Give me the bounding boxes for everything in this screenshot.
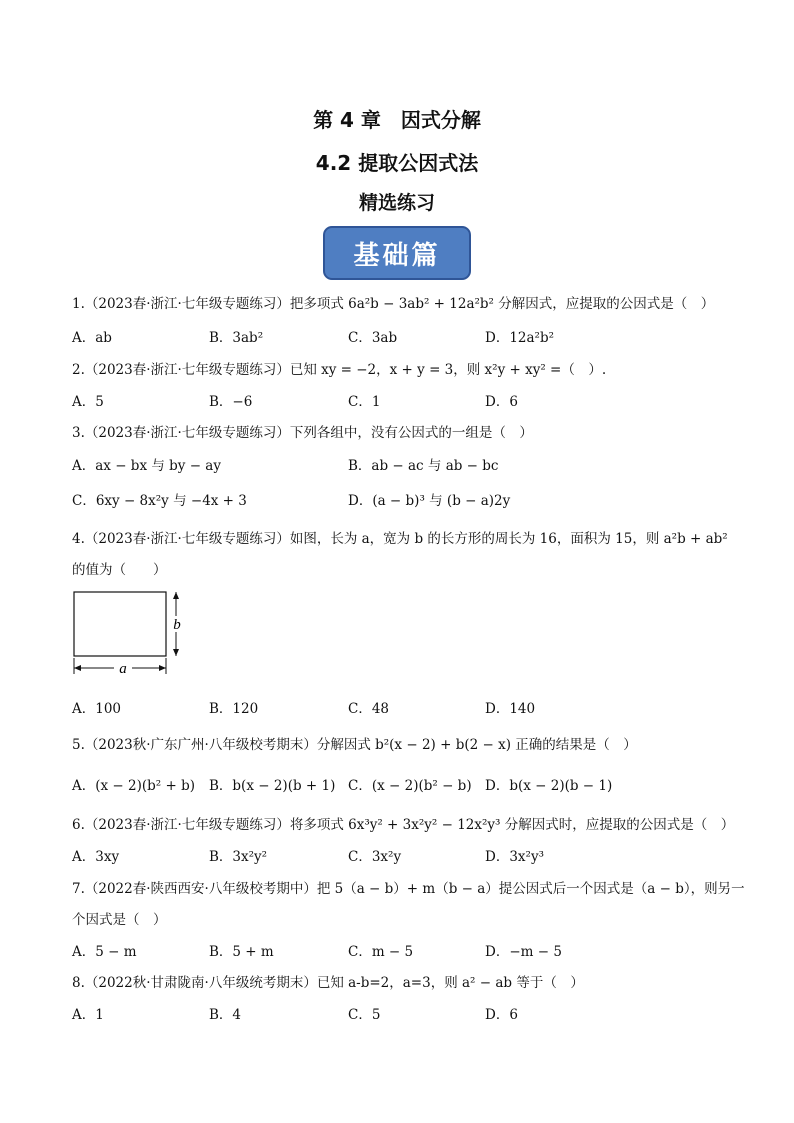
question-8-option-a: A．1: [72, 1007, 104, 1023]
question-2-option-a: A．5: [72, 394, 104, 410]
question-2: 2.（2023春·浙江·七年级专题练习）已知 xy = −2，x + y = 3，则 x²y + xy² =（ ）.: [72, 362, 607, 378]
question-1-option-d: D．12a²b²: [485, 330, 555, 346]
section-title: 4.2 提取公因式法: [315, 151, 479, 175]
question-7-option-b: B．5 + m: [209, 944, 274, 960]
question-4-option-d: D．140: [485, 701, 536, 717]
question-4-continued: 的值为（ ）: [72, 562, 167, 578]
question-7-option-d: D．−m − 5: [485, 944, 562, 960]
question-4-option-a: A．100: [72, 701, 122, 717]
chapter-title: 第 4 章 因式分解: [313, 108, 481, 132]
rectangle-figure: [68, 588, 198, 683]
question-3-option-d: D．(a − b)³ 与 (b − a)2y: [348, 493, 511, 509]
question-7-option-c: C．m − 5: [348, 944, 414, 960]
question-4-option-b: B．120: [209, 701, 259, 717]
question-8-option-c: C．5: [348, 1007, 381, 1023]
width-label: a: [119, 661, 127, 677]
question-6-option-c: C．3x²y: [348, 849, 402, 865]
question-3-option-c: C．6xy − 8x²y 与 −4x + 3: [72, 493, 247, 509]
question-5-option-d: D．b(x − 2)(b − 1): [485, 778, 613, 794]
question-6-option-d: D．3x²y³: [485, 849, 544, 865]
question-1-option-c: C．3ab: [348, 330, 398, 346]
height-arrow-bottom: [173, 649, 179, 656]
question-2-option-c: C．1: [348, 394, 381, 410]
question-1-option-b: B．3ab²: [209, 330, 264, 346]
question-7-continued: 个因式是（ ）: [72, 912, 167, 928]
question-1: 1.（2023春·浙江·七年级专题练习）把多项式 6a²b − 3ab² + 12a²b² 分解因式，应提取的公因式是（ ）: [72, 296, 715, 312]
width-arrow-left: [74, 665, 81, 671]
question-1-option-a: A．ab: [72, 330, 112, 346]
question-5-option-b: B．b(x − 2)(b + 1): [209, 778, 336, 794]
question-4: 4.（2023春·浙江·七年级专题练习）如图，长为 a，宽为 b 的长方形的周长为 16，面积为 15，则 a²b + ab²: [72, 531, 728, 547]
badge-label: 基础篇: [353, 240, 441, 271]
question-5-option-c: C．(x − 2)(b² − b): [348, 778, 472, 794]
question-2-option-b: B．−6: [209, 394, 253, 410]
question-3-option-a: A．ax − bx 与 by − ay: [72, 458, 221, 474]
question-3: 3.（2023春·浙江·七年级专题练习）下列各组中，没有公因式的一组是（ ）: [72, 425, 533, 441]
question-6: 6.（2023春·浙江·七年级专题练习）将多项式 6x³y² + 3x²y² − 12x²y³ 分解因式时，应提取的公因式是（ ）: [72, 817, 735, 833]
rectangle-diagram: [68, 588, 198, 687]
height-arrow-top: [173, 592, 179, 599]
page-subtitle: 精选练习: [358, 192, 435, 214]
width-arrow-right: [159, 665, 166, 671]
question-4-option-c: C．48: [348, 701, 390, 717]
question-7: 7.（2022春·陕西西安·八年级校考期中）把 5（a − b）+ m（b − a）提公因式后一个因式是（a − b），则另一: [72, 881, 745, 897]
height-label: b: [173, 617, 181, 633]
question-8-option-d: D．6: [485, 1007, 518, 1023]
question-3-option-b: B．ab − ac 与 ab − bc: [348, 458, 499, 474]
question-6-option-b: B．3x²y²: [209, 849, 268, 865]
question-8-option-b: B．4: [209, 1007, 242, 1023]
question-2-option-d: D．6: [485, 394, 518, 410]
question-6-option-a: A．3xy: [72, 849, 120, 865]
question-7-option-a: A．5 − m: [72, 944, 137, 960]
question-5-option-a: A．(x − 2)(b² + b): [72, 778, 196, 794]
question-5: 5.（2023秋·广东广州·八年级校考期末）分解因式 b²(x − 2) + b(2 − x) 正确的结果是（ ）: [72, 737, 637, 753]
section-badge: [323, 226, 471, 280]
question-8: 8.（2022秋·甘肃陇南·八年级统考期末）已知 a-b=2，a=3，则 a² − ab 等于（ ）: [72, 975, 584, 991]
rectangle-shape: [74, 592, 166, 656]
